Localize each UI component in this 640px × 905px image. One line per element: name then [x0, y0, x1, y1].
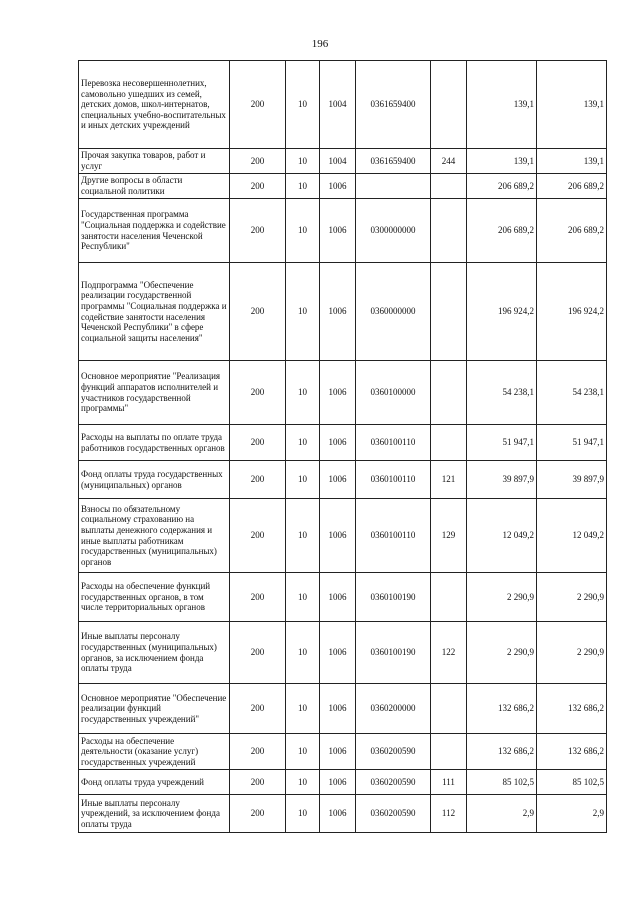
row-name: Расходы на выплаты по оплате труда работников государственных органов: [79, 425, 230, 461]
ministry-code: 200: [230, 425, 286, 461]
expense-type: [431, 263, 467, 361]
expense-type: 111: [431, 770, 467, 795]
budget-table: [78, 60, 607, 833]
ministry-code: 200: [230, 499, 286, 573]
row-name: Расходы на обеспечение функций государственных органов, в том числе территориальных органов: [79, 573, 230, 622]
target-article: 0361659400: [356, 149, 431, 174]
row-name: Перевозка несовершеннолетних, самовольно ушедших из семей, детских домов, школ-интернатов, специальных учебно-воспитательных и иных детских учреждений: [79, 61, 230, 149]
table-row: [79, 684, 607, 734]
amount-plan: 39 897,9: [467, 461, 537, 499]
target-article: [356, 174, 431, 199]
ministry-code: 200: [230, 61, 286, 149]
table-row: [79, 622, 607, 684]
subsection-code: 1006: [320, 622, 356, 684]
table-row: [79, 734, 607, 770]
expense-type: [431, 361, 467, 425]
amount-plan: 2 290,9: [467, 573, 537, 622]
expense-type: [431, 199, 467, 263]
row-name: Государственная программа "Социальная поддержка и содействие занятости населения Чеченской Республики": [79, 199, 230, 263]
row-name: Взносы по обязательному социальному страхованию на выплаты денежного содержания и иные выплаты работникам государственных (муниципальных) органов: [79, 499, 230, 573]
table-row: [79, 361, 607, 425]
amount-plan: 12 049,2: [467, 499, 537, 573]
amount-approved: 132 686,2: [537, 684, 607, 734]
target-article: 0360100190: [356, 573, 431, 622]
amount-plan: 132 686,2: [467, 684, 537, 734]
table-row: [79, 425, 607, 461]
amount-approved: 206 689,2: [537, 199, 607, 263]
row-name: Основное мероприятие "Обеспечение реализации функций государственных учреждений": [79, 684, 230, 734]
amount-plan: 51 947,1: [467, 425, 537, 461]
row-name: Фонд оплаты труда государственных (муниципальных) органов: [79, 461, 230, 499]
subsection-code: 1006: [320, 199, 356, 263]
amount-approved: 132 686,2: [537, 734, 607, 770]
row-name: Основное мероприятие "Реализация функций аппаратов исполнителей и участников государственной программы": [79, 361, 230, 425]
expense-type: 112: [431, 795, 467, 833]
amount-approved: 2,9: [537, 795, 607, 833]
section-code: 10: [286, 622, 320, 684]
ministry-code: 200: [230, 263, 286, 361]
expense-type: 244: [431, 149, 467, 174]
ministry-code: 200: [230, 734, 286, 770]
section-code: 10: [286, 684, 320, 734]
expense-type: [431, 174, 467, 199]
section-code: 10: [286, 61, 320, 149]
row-name: Расходы на обеспечение деятельности (оказание услуг) государственных учреждений: [79, 734, 230, 770]
target-article: 0361659400: [356, 61, 431, 149]
section-code: 10: [286, 199, 320, 263]
expense-type: 122: [431, 622, 467, 684]
subsection-code: 1006: [320, 263, 356, 361]
subsection-code: 1006: [320, 573, 356, 622]
amount-approved: 206 689,2: [537, 174, 607, 199]
subsection-code: 1006: [320, 734, 356, 770]
target-article: 0360100000: [356, 361, 431, 425]
row-name: Прочая закупка товаров, работ и услуг: [79, 149, 230, 174]
subsection-code: 1006: [320, 361, 356, 425]
table-row: [79, 573, 607, 622]
target-article: 0360200000: [356, 684, 431, 734]
row-name: Подпрограмма "Обеспечение реализации государственной программы "Социальная поддержка и содействие занятости населения Чеченской Республики" в сфере социальной защиты населения": [79, 263, 230, 361]
ministry-code: 200: [230, 461, 286, 499]
amount-plan: 2 290,9: [467, 622, 537, 684]
subsection-code: 1006: [320, 425, 356, 461]
amount-approved: 196 924,2: [537, 263, 607, 361]
amount-plan: 139,1: [467, 61, 537, 149]
section-code: 10: [286, 770, 320, 795]
subsection-code: 1006: [320, 499, 356, 573]
ministry-code: 200: [230, 573, 286, 622]
expense-type: 121: [431, 461, 467, 499]
ministry-code: 200: [230, 795, 286, 833]
table-row: [79, 461, 607, 499]
table-row: [79, 199, 607, 263]
amount-plan: 85 102,5: [467, 770, 537, 795]
section-code: 10: [286, 795, 320, 833]
expense-type: 129: [431, 499, 467, 573]
amount-approved: 85 102,5: [537, 770, 607, 795]
table-row: [79, 61, 607, 149]
expense-type: [431, 734, 467, 770]
target-article: 0360000000: [356, 263, 431, 361]
ministry-code: 200: [230, 622, 286, 684]
section-code: 10: [286, 149, 320, 174]
target-article: 0360100110: [356, 461, 431, 499]
page-number: 196: [311, 38, 329, 50]
amount-approved: 39 897,9: [537, 461, 607, 499]
target-article: 0360200590: [356, 795, 431, 833]
ministry-code: 200: [230, 684, 286, 734]
subsection-code: 1006: [320, 795, 356, 833]
expense-type: [431, 573, 467, 622]
amount-approved: 139,1: [537, 61, 607, 149]
row-name: Иные выплаты персоналу учреждений, за исключением фонда оплаты труда: [79, 795, 230, 833]
table-row: [79, 174, 607, 199]
table-row: [79, 795, 607, 833]
table-body: [79, 61, 607, 833]
ministry-code: 200: [230, 361, 286, 425]
target-article: 0360100190: [356, 622, 431, 684]
amount-approved: 12 049,2: [537, 499, 607, 573]
amount-approved: 2 290,9: [537, 573, 607, 622]
row-name: Другие вопросы в области социальной политики: [79, 174, 230, 199]
section-code: 10: [286, 499, 320, 573]
row-name: Иные выплаты персоналу государственных (муниципальных) органов, за исключением фонда оплаты труда: [79, 622, 230, 684]
ministry-code: 200: [230, 770, 286, 795]
expense-type: [431, 684, 467, 734]
subsection-code: 1006: [320, 770, 356, 795]
amount-approved: 2 290,9: [537, 622, 607, 684]
subsection-code: 1006: [320, 684, 356, 734]
table-row: [79, 770, 607, 795]
target-article: 0360100110: [356, 425, 431, 461]
target-article: 0360200590: [356, 770, 431, 795]
target-article: 0300000000: [356, 199, 431, 263]
section-code: 10: [286, 425, 320, 461]
section-code: 10: [286, 734, 320, 770]
subsection-code: 1004: [320, 61, 356, 149]
amount-plan: 132 686,2: [467, 734, 537, 770]
target-article: 0360200590: [356, 734, 431, 770]
row-name: Фонд оплаты труда учреждений: [79, 770, 230, 795]
amount-plan: 206 689,2: [467, 174, 537, 199]
table-row: [79, 263, 607, 361]
section-code: 10: [286, 573, 320, 622]
amount-approved: 54 238,1: [537, 361, 607, 425]
section-code: 10: [286, 174, 320, 199]
section-code: 10: [286, 461, 320, 499]
amount-plan: 2,9: [467, 795, 537, 833]
expense-type: [431, 61, 467, 149]
amount-plan: 206 689,2: [467, 199, 537, 263]
ministry-code: 200: [230, 149, 286, 174]
amount-plan: 54 238,1: [467, 361, 537, 425]
ministry-code: 200: [230, 199, 286, 263]
expense-type: [431, 425, 467, 461]
target-article: 0360100110: [356, 499, 431, 573]
section-code: 10: [286, 263, 320, 361]
section-code: 10: [286, 361, 320, 425]
ministry-code: 200: [230, 174, 286, 199]
amount-plan: 139,1: [467, 149, 537, 174]
subsection-code: 1004: [320, 149, 356, 174]
subsection-code: 1006: [320, 174, 356, 199]
table-row: [79, 499, 607, 573]
amount-approved: 139,1: [537, 149, 607, 174]
amount-plan: 196 924,2: [467, 263, 537, 361]
subsection-code: 1006: [320, 461, 356, 499]
table-row: [79, 149, 607, 174]
amount-approved: 51 947,1: [537, 425, 607, 461]
